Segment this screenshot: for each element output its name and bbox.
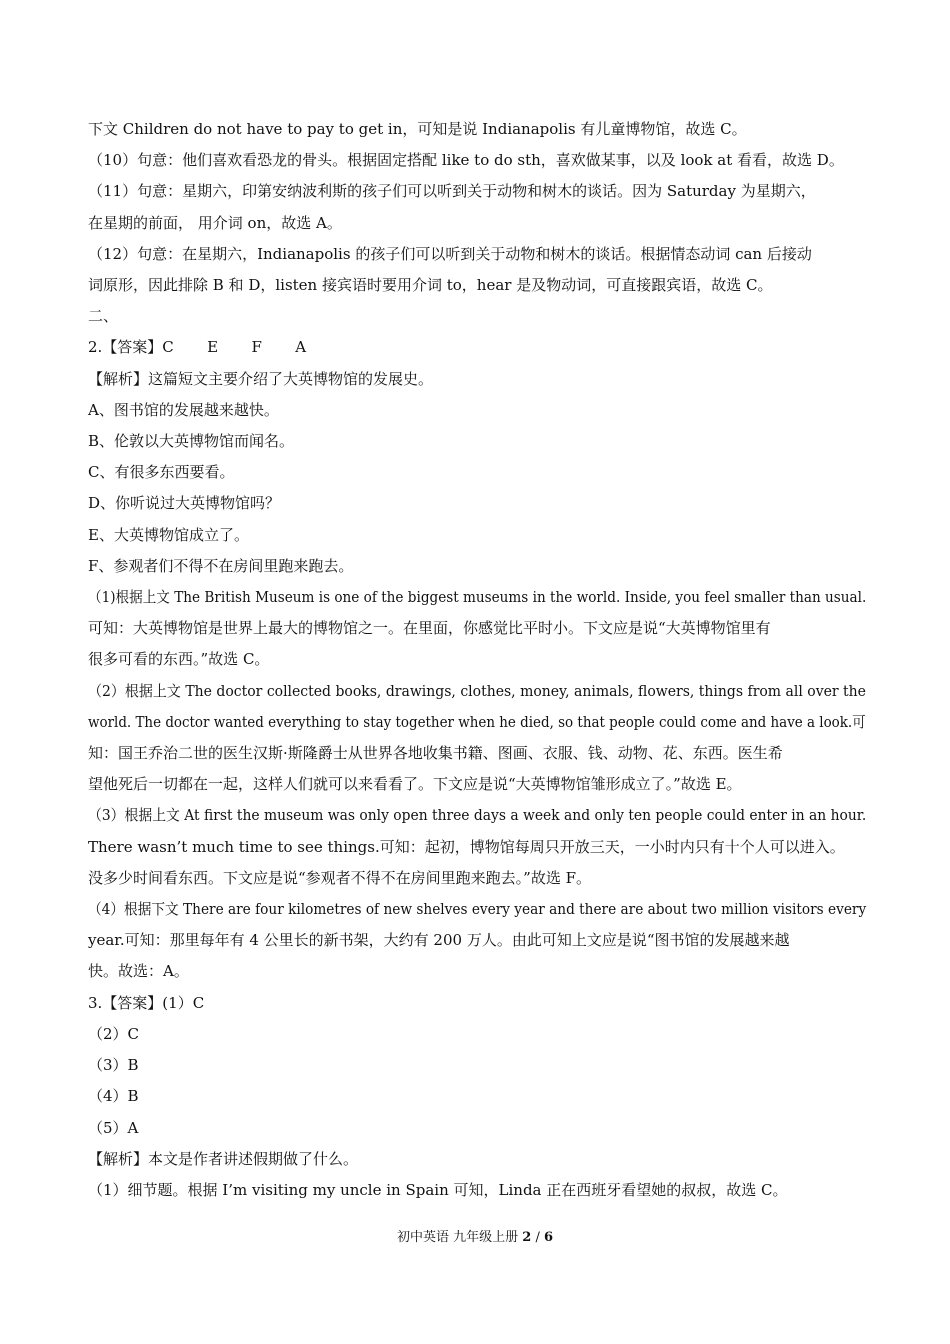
text-line: （1)根据上文 The British Museum is one of the biggest museums in the world. Inside, you feel smaller than usual. bbox=[88, 588, 867, 607]
document-body bbox=[88, 114, 866, 1206]
text-line: （3）根据上文 At first the museum was only open three days a week and only ten people could enter in an hour. bbox=[88, 806, 867, 825]
answer-item: （5）A bbox=[88, 1118, 139, 1137]
option-line: F、参观者们不得不在房间里跑来跑去。 bbox=[88, 556, 354, 575]
text-line: （11）句意：星期六，印第安纳波利斯的孩子们可以听到关于动物和树木的谈话。因为 Saturday 为星期六， bbox=[88, 182, 816, 201]
text-line: 知：国王乔治二世的医生汉斯·斯隆爵士从世界各地收集书籍、图画、衣服、钱、动物、花、东西。医生希 bbox=[88, 744, 783, 763]
option-line: E、大英博物馆成立了。 bbox=[88, 525, 249, 544]
text-line: 快。故选：A。 bbox=[88, 962, 189, 981]
option-line: B、伦敦以大英博物馆而闻名。 bbox=[88, 432, 295, 451]
text-line: 词原形，因此排除 B 和 D，listen 接宾语时要用介词 to，hear 是及物动词，可直接跟宾语，故选 C。 bbox=[88, 276, 773, 295]
page-number-total: 6 bbox=[543, 1230, 554, 1245]
text-line: （1）细节题。根据 I’m visiting my uncle in Spain 可知，Linda 正在西班牙看望她的叔叔，故选 C。 bbox=[88, 1180, 788, 1199]
answer-item: （4）B bbox=[88, 1087, 139, 1106]
answer-item: （2）C bbox=[88, 1024, 140, 1043]
text-line: （2）根据上文 The doctor collected books, drawings, clothes, money, animals, flowers, things from all over the bbox=[88, 681, 866, 700]
text-line: （10）句意：他们喜欢看恐龙的骨头。根据固定搭配 like to do sth，喜欢做某事，以及 look at 看看，故选 D。 bbox=[88, 151, 844, 170]
text-line: 没多少时间看东西。下文应是说“参观者不得不在房间里跑来跑去。”故选 F。 bbox=[88, 868, 592, 887]
text-line: （12）句意：在星期六，Indianapolis 的孩子们可以听到关于动物和树木的谈话。根据情态动词 can 后接动 bbox=[88, 244, 812, 263]
text-line: year.可知：那里每年有 4 公里长的新书架，大约有 200 万人。由此可知上文应是说“图书馆的发展越来越 bbox=[88, 931, 790, 950]
answer-line: 3.【答案】(1）C bbox=[88, 993, 205, 1012]
section-heading: 二、 bbox=[88, 307, 119, 326]
option-line: A、图书馆的发展越来越快。 bbox=[88, 400, 279, 419]
answer-item: （3）B bbox=[88, 1056, 139, 1075]
option-line: D、你听说过大英博物馆吗？ bbox=[88, 494, 281, 513]
page-number-separator: / bbox=[535, 1230, 540, 1245]
text-line: （4）根据下文 There are four kilometres of new shelves every year and there are about two million visitors every bbox=[88, 900, 867, 919]
page-number-current: 2 bbox=[522, 1230, 532, 1245]
text-line: 很多可看的东西。”故选 C。 bbox=[88, 650, 270, 669]
text-line: 下文 Children do not have to pay to get in，可知是说 Indianapolis 有儿童博物馆，故选 C。 bbox=[88, 120, 747, 138]
text-line: 在星期的前面， 用介词 on，故选 A。 bbox=[88, 213, 342, 232]
footer-subject: 初中英语 九年级上册 bbox=[396, 1230, 519, 1245]
text-line: 可知：大英博物馆是世界上最大的博物馆之一。在里面，你感觉比平时小。下文应是说“大英博物馆里有 bbox=[88, 619, 771, 638]
text-line: There wasn’t much time to see things.可知：起初，博物馆每周只开放三天，一小时内只有十个人可以进入。 bbox=[88, 837, 845, 856]
text-line: 望他死后一切都在一起，这样人们就可以来看看了。下文应是说“大英博物馆雏形成立了。”故选 E。 bbox=[88, 775, 742, 794]
text-line: world. The doctor wanted everything to stay together when he died, so that people could come and have a look.可 bbox=[88, 712, 866, 731]
analysis-line: 【解析】这篇短文主要介绍了大英博物馆的发展史。 bbox=[88, 369, 434, 388]
page-footer bbox=[0, 1226, 950, 1245]
answer-line: 2.【答案】C E F A bbox=[88, 338, 307, 357]
analysis-line: 【解析】本文是作者讲述假期做了什么。 bbox=[88, 1149, 359, 1168]
option-line: C、有很多东西要看。 bbox=[88, 463, 235, 482]
